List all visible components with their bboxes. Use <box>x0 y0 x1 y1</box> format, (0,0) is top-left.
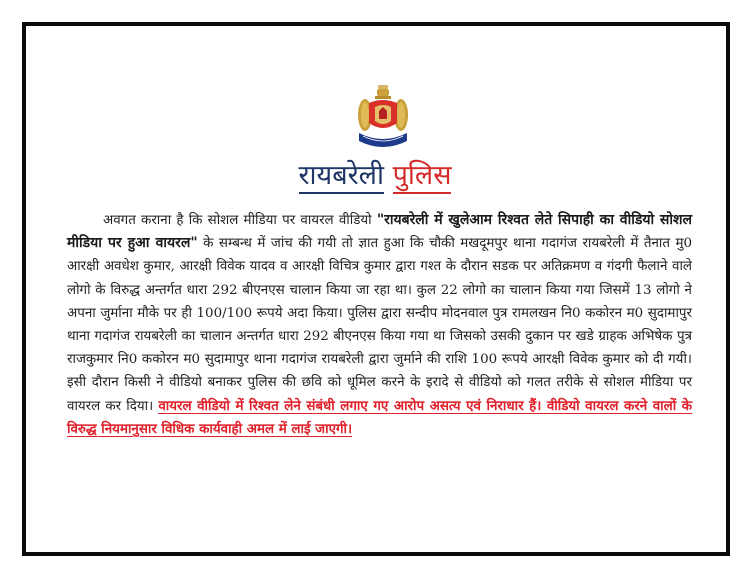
alert-statement: वायरल वीडियो में रिश्वत लेने संबंधी लगाए गए आरोप असत्य एवं निराधार हैं। वीडियो वायरल करने वालों के विरुद्ध नियमानुसार विधिक कार्यवाही अमल में लाई जाएगी। <box>67 397 692 437</box>
intro-text: अवगत कराना है कि सोशल मीडिया पर वायरल वीडियो <box>103 213 377 228</box>
page-title <box>0 160 750 192</box>
headline-quote: "रायबरेली में खुलेआम रिश्वत लेते सिपाही का वीडियो सोशल मीडिया पर हुआ वायरल" <box>67 212 692 252</box>
press-note-body <box>67 209 692 441</box>
title-district: रायबरेली <box>299 160 384 194</box>
up-police-emblem-icon <box>353 83 413 153</box>
paragraph-text: के सम्बन्ध में जांच की गयी तो ज्ञात हुआ कि चौकी मखदूमपुर थाना गदागंज रायबरेली में तैनात मु0 आरक्षी अवधेश कुमार, आरक्षी विवेक यादव व आरक्षी विचित्र कुमार द्वारा गश्त के दौरान सडक पर अतिक्रमण व गंदगी फैलाने वाले लोगो के विरुद्ध अन्तर्गत धारा 292 बीएनएस चालान किया जा रहा था। कुल 22 लोगो का चालान किया गया जिसमें 13 लोगो ने अपना जुर्माना मौके पर ही 100/100 रूपये अदा किया। पुलिस द्वारा सन्दीप मोदनवाल पुत्र रामलखन नि0 ककोरन म0 सुदामापुर थाना गदागंज रायबरेली का चालान अन्तर्गत धारा 292 बीएनएस किया गया था जिसको उसकी दुकान पर खडे ग्राहक अभिषेक पुत्र राजकुमार नि0 ककोरन म0 सुदामापुर थाना गदागंज रायबरेली द्वारा जुर्माने की राशि 100 रूपये आरक्षी विवेक कुमार को दी गयी। इसी दौरान किसी ने वीडियो बनाकर पुलिस की छवि को धूमिल करने के इरादे से वीडियो को गलत तरीके से सोशल मीडिया पर वायरल कर दिया। <box>67 236 692 414</box>
title-police: पुलिस <box>393 160 452 194</box>
